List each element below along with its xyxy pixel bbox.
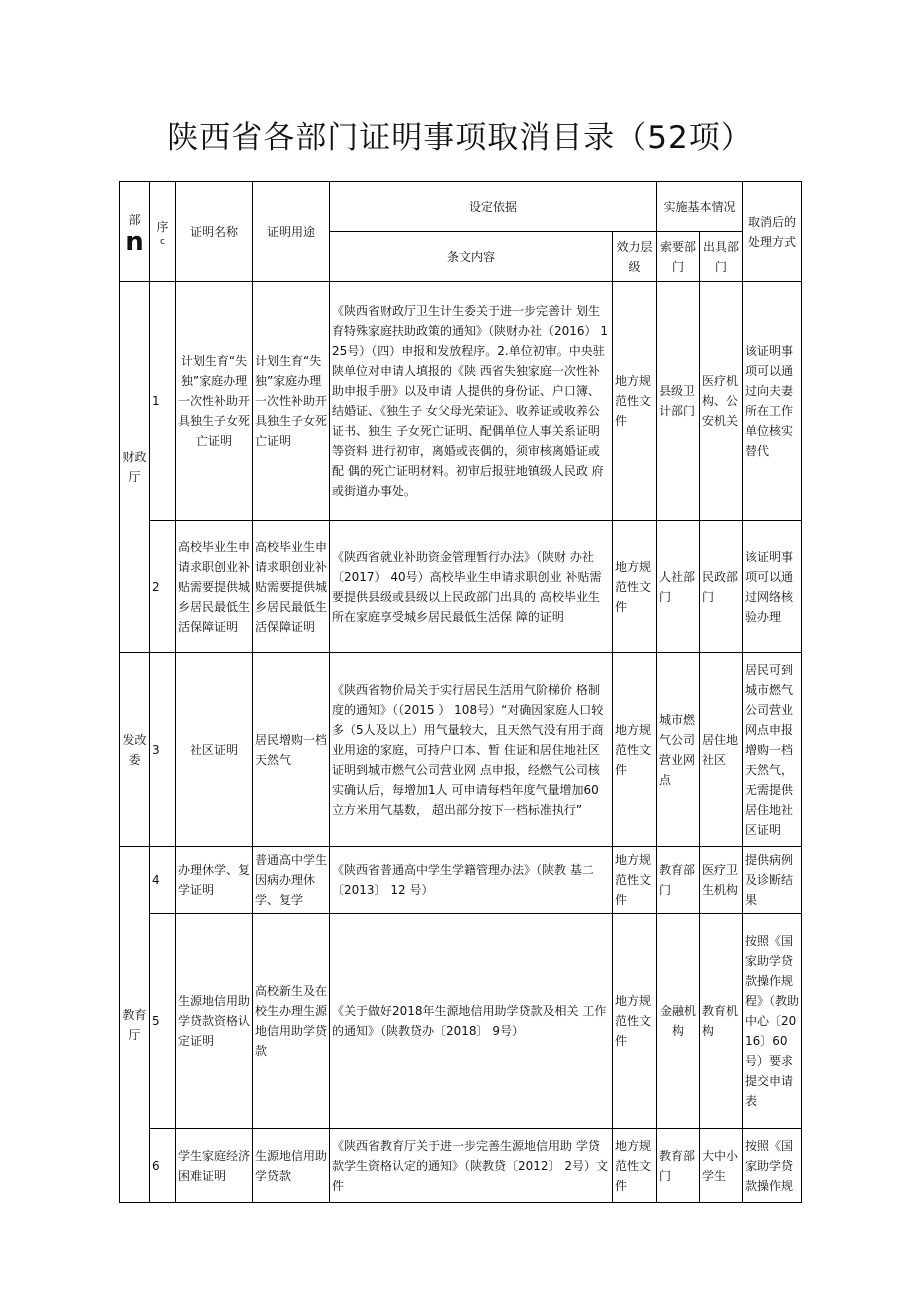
purpose-cell: 计划生育“失独”家庭办理一次性补助开具独生子女死亡证明: [253, 282, 330, 521]
issuing-cell: 医疗机构、公安机关: [700, 282, 743, 521]
level-cell: 地方规范性文件: [613, 1129, 657, 1203]
seq-cell: 1: [150, 282, 176, 521]
table-row: [120, 521, 802, 653]
name-cell: 办理休学、复学证明: [176, 847, 253, 914]
table-row: [120, 282, 802, 521]
header-seq: [150, 182, 176, 282]
clause-cell: 《陕西省物价局关于实行居民生活用气阶梯价 格制度的通知》（（2015 ） 108号）“对确因家庭人口较多（5人及以上）用气量较大，且天然气没有用于商业用途的家庭，可持户口本、暂 住证和居住地社区证明到城市燃气公司营业网 点申报，经燃气公司核实确认后，每增加1人 可申请每档年度气量增加60立方米用气基数， 超出部分按下一档标准执行”: [330, 653, 613, 847]
table-row: [120, 847, 802, 914]
seq-cell: 6: [150, 1129, 176, 1203]
header-dept-glyph: n: [125, 226, 144, 257]
clause-cell: 《陕西省就业补助资金管理暂行办法》（陕财 办社〔2017） 40号）高校毕业生申请求职创业 补贴需要提供县级或县级以上民政部门出具的 高校毕业生所在家庭享受城乡居民最低生活保 障的证明: [330, 521, 613, 653]
issuing-cell: 民政部门: [700, 521, 743, 653]
requesting-cell: 教育部门: [657, 847, 700, 914]
purpose-cell: 生源地信用助学贷款: [253, 1129, 330, 1203]
header-seq-mark: c: [160, 236, 165, 247]
requesting-cell: 人社部门: [657, 521, 700, 653]
header-name: 证明名称: [176, 182, 253, 282]
header-requesting: 索要部门: [657, 232, 700, 282]
header-dept: [120, 182, 150, 282]
page-title: 陕西省各部门证明事项取消目录（52项）: [167, 120, 753, 156]
header-row-1: [120, 182, 802, 232]
requesting-cell: 金融机构: [657, 914, 700, 1129]
seq-cell: 2: [150, 521, 176, 653]
purpose-cell: 高校新生及在校生办理生源地信用助学贷款: [253, 914, 330, 1129]
name-cell: 高校毕业生申请求职创业补贴需要提供城乡居民最低生活保障证明: [176, 521, 253, 653]
level-cell: 地方规范性文件: [613, 521, 657, 653]
name-cell: 社区证明: [176, 653, 253, 847]
seq-cell: 4: [150, 847, 176, 914]
clause-cell: 《陕西省教育厅关于进一步完善生源地信用助 学贷款学生资格认定的通知》（陕教贷〔2012〕 2号）文件: [330, 1129, 613, 1203]
header-after: 取消后的处理方式: [743, 182, 802, 282]
requesting-cell: 县级卫计部门: [657, 282, 700, 521]
clause-cell: 《陕西省财政厅卫生计生委关于进一步完善计 划生育特殊家庭扶助政策的通知》（陕财办社（2016） 125号）（四）申报和发放程序。2.单位初审。中央驻陕单位对申请人填报的《陕 西省失独家庭一次性补助申报手册》以及申请 人提供的身份证、户口簿、结婚证、《独生子 女父母光荣证》、收养证或收养公证书、独生 子女死亡证明、配偶单位人事关系证明等资料 进行初审，离婚或丧偶的，须审核离婚证或配 偶的死亡证明材料。初审后报驻地镇级人民政 府或街道办事处。: [330, 282, 613, 521]
dept-cell: 教育厅: [120, 847, 150, 1203]
issuing-cell: 教育机构: [700, 914, 743, 1129]
header-basis: 设定依据: [330, 182, 657, 232]
after-cell: 按照《国家助学贷款操作规: [743, 1129, 802, 1203]
level-cell: 地方规范性文件: [613, 914, 657, 1129]
header-issuing: 出具部门: [700, 232, 743, 282]
name-cell: 生源地信用助学贷款资格认定证明: [176, 914, 253, 1129]
certificate-table: [119, 181, 802, 1203]
seq-cell: 3: [150, 653, 176, 847]
clause-cell: 《陕西省普通高中学生学籍管理办法》（陕教 基二〔2013〕 12 号）: [330, 847, 613, 914]
purpose-cell: 居民增购一档天然气: [253, 653, 330, 847]
dept-cell: 发改委: [120, 653, 150, 847]
level-cell: 地方规范性文件: [613, 653, 657, 847]
table-row: [120, 653, 802, 847]
issuing-cell: 大中小学生: [700, 1129, 743, 1203]
header-purpose: 证明用途: [253, 182, 330, 282]
after-cell: 该证明事项可以通过网络核验办理: [743, 521, 802, 653]
header-implementation: 实施基本情况: [657, 182, 743, 232]
requesting-cell: 教育部门: [657, 1129, 700, 1203]
issuing-cell: 医疗卫生机构: [700, 847, 743, 914]
after-cell: 提供病例及诊断结果: [743, 847, 802, 914]
purpose-cell: 高校毕业生申请求职创业补贴需要提供城乡居民最低生活保障证明: [253, 521, 330, 653]
issuing-cell: 居住地社区: [700, 653, 743, 847]
header-dept-label: 部: [128, 212, 141, 227]
header-clause: 条文内容: [330, 232, 613, 282]
header-seq-label: 序: [156, 219, 169, 234]
level-cell: 地方规范性文件: [613, 282, 657, 521]
name-cell: 学生家庭经济困难证明: [176, 1129, 253, 1203]
after-cell: 该证明事项可以通过向夫妻所在工作单位核实替代: [743, 282, 802, 521]
dept-cell: 财政厅: [120, 282, 150, 653]
seq-cell: 5: [150, 914, 176, 1129]
level-cell: 地方规范性文件: [613, 847, 657, 914]
after-cell: 按照《国家助学贷款操作规程》（教助中心〔2016〕60号）要求提交申请表: [743, 914, 802, 1129]
table-row: [120, 1129, 802, 1203]
table-row: [120, 914, 802, 1129]
purpose-cell: 普通高中学生因病办理休学、复学: [253, 847, 330, 914]
requesting-cell: 城市燃气公司营业网点: [657, 653, 700, 847]
clause-cell: 《关于做好2018年生源地信用助学贷款及相关 工作的通知》（陕教贷办〔2018〕 9号）: [330, 914, 613, 1129]
after-cell: 居民可到城市燃气公司营业网点申报增购一档天然气，无需提供居住地社区证明: [743, 653, 802, 847]
header-level: 效力层级: [613, 232, 657, 282]
name-cell: 计划生育“失独”家庭办理一次性补助开具独生子女死亡证明: [176, 282, 253, 521]
